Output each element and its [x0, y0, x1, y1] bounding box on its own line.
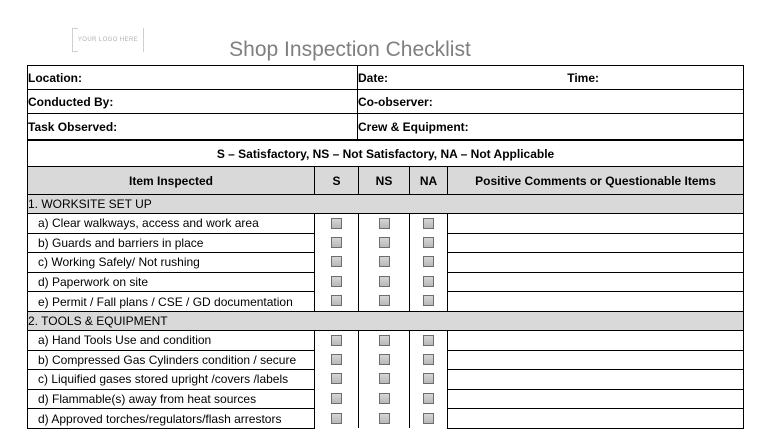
rating-cell-na — [410, 233, 448, 253]
checkbox-s[interactable] — [331, 413, 342, 424]
header-info-table — [27, 65, 744, 140]
rating-cell-s — [315, 292, 359, 312]
column-header-na: NA — [410, 167, 448, 195]
checkbox-ns[interactable] — [379, 256, 390, 267]
comments-cell[interactable] — [448, 272, 744, 292]
item-label: d) Approved torches/regulators/flash arrestors — [28, 409, 315, 429]
checklist-item-row — [28, 253, 744, 273]
rating-cell-ns — [359, 214, 410, 234]
rating-cell-s — [315, 214, 359, 234]
checkbox-na[interactable] — [423, 276, 434, 287]
column-header-item: Item Inspected — [28, 167, 315, 195]
rating-cell-na — [410, 253, 448, 273]
co-observer-field[interactable] — [358, 90, 744, 114]
task-observed-label: Task Observed: — [28, 119, 118, 134]
checkbox-ns[interactable] — [379, 295, 390, 306]
location-field[interactable] — [28, 66, 358, 90]
conducted-by-field[interactable] — [28, 90, 358, 114]
rating-cell-s — [315, 350, 359, 370]
item-label: a) Clear walkways, access and work area — [28, 214, 315, 234]
rating-cell-ns — [359, 233, 410, 253]
rating-cell-na — [410, 409, 448, 429]
comments-cell[interactable] — [448, 233, 744, 253]
task-observed-field[interactable] — [28, 114, 358, 140]
item-label: d) Paperwork on site — [28, 272, 315, 292]
rating-cell-ns — [359, 253, 410, 273]
section-title: 2. TOOLS & EQUIPMENT — [28, 311, 744, 330]
rating-cell-na — [410, 292, 448, 312]
checkbox-ns[interactable] — [379, 393, 390, 404]
checkbox-s[interactable] — [331, 276, 342, 287]
rating-cell-ns — [359, 292, 410, 312]
section-title: 1. WORKSITE SET UP — [28, 195, 744, 214]
checkbox-s[interactable] — [331, 335, 342, 346]
checklist-item-row — [28, 350, 744, 370]
checkbox-ns[interactable] — [379, 354, 390, 365]
checkbox-s[interactable] — [331, 218, 342, 229]
checklist-item-row — [28, 330, 744, 350]
time-label: Time: — [567, 70, 599, 85]
rating-cell-na — [410, 350, 448, 370]
checkbox-ns[interactable] — [379, 276, 390, 287]
checklist-item-row — [28, 214, 744, 234]
item-label: b) Compressed Gas Cylinders condition / secure — [28, 350, 315, 370]
rating-cell-ns — [359, 272, 410, 292]
checklist-item-row — [28, 233, 744, 253]
comments-cell[interactable] — [448, 389, 744, 409]
checklist-item-row — [28, 292, 744, 312]
rating-cell-ns — [359, 370, 410, 390]
checkbox-s[interactable] — [331, 256, 342, 267]
page-title: Shop Inspection Checklist — [229, 38, 471, 61]
checkbox-ns[interactable] — [379, 218, 390, 229]
rating-cell-s — [315, 389, 359, 409]
rating-cell-s — [315, 409, 359, 429]
checkbox-na[interactable] — [423, 354, 434, 365]
co-observer-label: Co-observer: — [358, 94, 433, 109]
checklist-item-row — [28, 370, 744, 390]
rating-cell-s — [315, 370, 359, 390]
checklist-document — [27, 65, 743, 429]
column-header-ns: NS — [359, 167, 410, 195]
location-label: Location: — [28, 70, 82, 85]
date-label: Date: — [358, 70, 389, 85]
checklist-item-row — [28, 389, 744, 409]
rating-cell-ns — [359, 389, 410, 409]
comments-cell[interactable] — [448, 214, 744, 234]
checkbox-s[interactable] — [331, 393, 342, 404]
item-label: c) Liquified gases stored upright /covers /labels — [28, 370, 315, 390]
comments-cell[interactable] — [448, 370, 744, 390]
rating-cell-s — [315, 233, 359, 253]
checklist-table — [27, 140, 744, 429]
rating-cell-s — [315, 330, 359, 350]
date-time-field[interactable] — [358, 66, 744, 90]
column-header-s: S — [315, 167, 359, 195]
comments-cell[interactable] — [448, 350, 744, 370]
checkbox-na[interactable] — [423, 373, 434, 384]
item-label: b) Guards and barriers in place — [28, 233, 315, 253]
section-header-row — [28, 311, 744, 330]
checkbox-ns[interactable] — [379, 335, 390, 346]
checkbox-s[interactable] — [331, 295, 342, 306]
rating-cell-na — [410, 272, 448, 292]
checkbox-ns[interactable] — [379, 413, 390, 424]
checklist-item-row — [28, 409, 744, 429]
comments-cell[interactable] — [448, 409, 744, 429]
section-header-row — [28, 195, 744, 214]
checkbox-na[interactable] — [423, 393, 434, 404]
checkbox-s[interactable] — [331, 354, 342, 365]
item-label: c) Working Safely/ Not rushing — [28, 253, 315, 273]
checkbox-na[interactable] — [423, 237, 434, 248]
rating-legend: S – Satisfactory, NS – Not Satisfactory, NA – Not Applicable — [28, 141, 744, 167]
rating-cell-na — [410, 330, 448, 350]
checkbox-ns[interactable] — [379, 237, 390, 248]
crew-equipment-label: Crew & Equipment: — [358, 119, 469, 134]
comments-cell[interactable] — [448, 253, 744, 273]
crew-equipment-field[interactable] — [358, 114, 744, 140]
column-header-comments: Positive Comments or Questionable Items — [448, 167, 744, 195]
checkbox-na[interactable] — [423, 218, 434, 229]
checkbox-na[interactable] — [423, 335, 434, 346]
logo-text: YOUR LOGO HERE — [77, 37, 139, 43]
rating-cell-na — [410, 389, 448, 409]
conducted-by-label: Conducted By: — [28, 94, 114, 109]
rating-cell-na — [410, 370, 448, 390]
rating-cell-ns — [359, 409, 410, 429]
checkbox-s[interactable] — [331, 373, 342, 384]
checkbox-na[interactable] — [423, 295, 434, 306]
checkbox-ns[interactable] — [379, 373, 390, 384]
comments-cell[interactable] — [448, 330, 744, 350]
checkbox-s[interactable] — [331, 237, 342, 248]
rating-cell-s — [315, 253, 359, 273]
item-label: d) Flammable(s) away from heat sources — [28, 389, 315, 409]
checklist-item-row — [28, 272, 744, 292]
checkbox-na[interactable] — [423, 413, 434, 424]
comments-cell[interactable] — [448, 292, 744, 312]
rating-cell-s — [315, 272, 359, 292]
rating-cell-ns — [359, 330, 410, 350]
rating-cell-na — [410, 214, 448, 234]
item-label: a) Hand Tools Use and condition — [28, 330, 315, 350]
rating-cell-ns — [359, 350, 410, 370]
checkbox-na[interactable] — [423, 256, 434, 267]
item-label: e) Permit / Fall plans / CSE / GD documentation — [28, 292, 315, 312]
